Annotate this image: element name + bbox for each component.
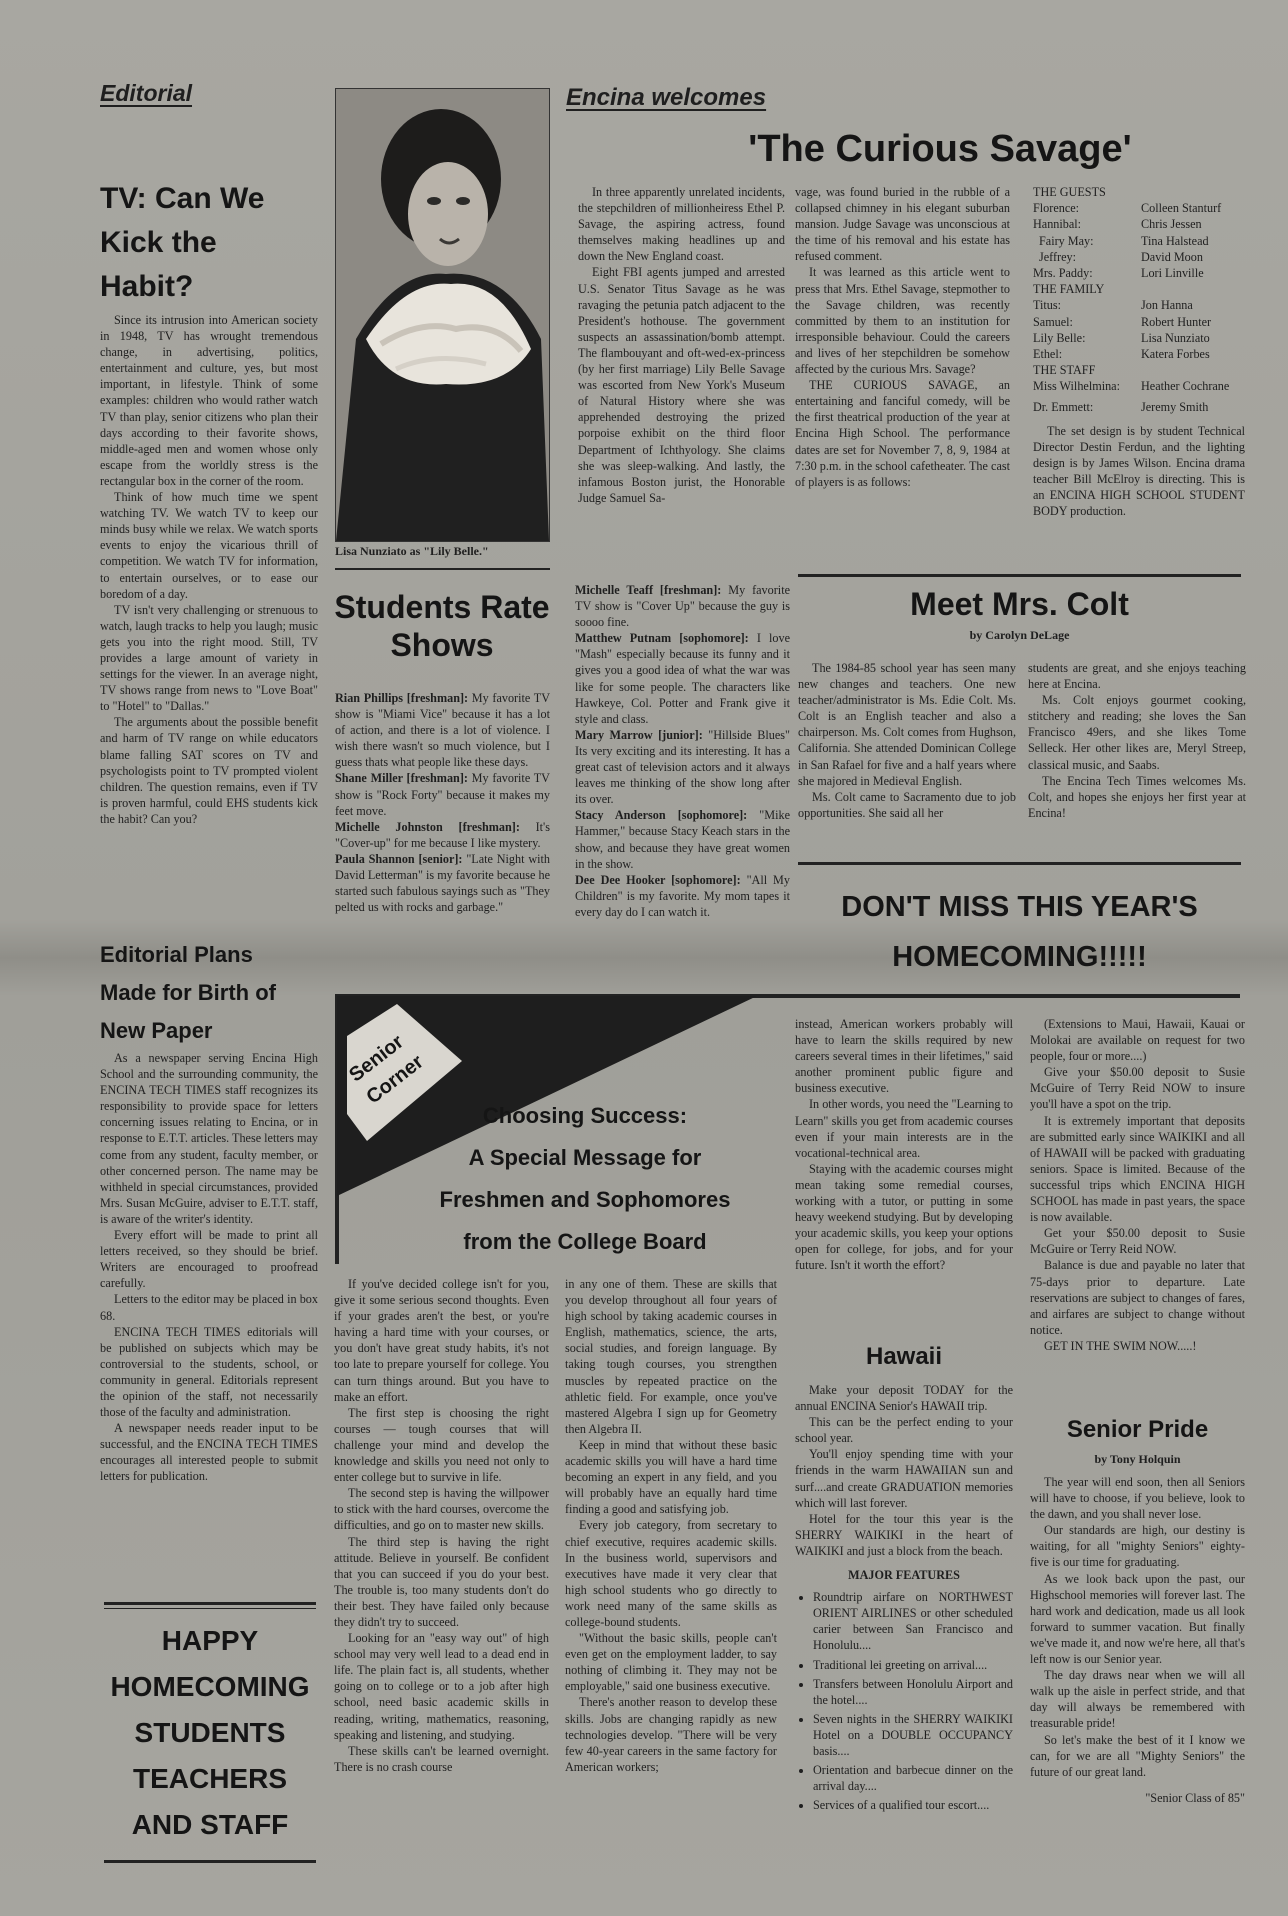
- homecoming-banner: [798, 882, 1241, 982]
- cast-heading-staff: THE STAFF: [1033, 363, 1096, 378]
- student-entry: Stacy Anderson [sophomore]: "Mike Hammer," because Stacy Keach stars in the show, and because they have great women in the show.: [575, 808, 790, 871]
- senior-paragraph: instead, American workers probably will have to learn the skills required by new careers several times in their lifetimes," said another prominent public figure and business executive.: [795, 1017, 1013, 1096]
- feature-item: • Orientation and barbecue dinner on the arrival day....: [813, 1762, 1013, 1794]
- editorial-paragraph: The arguments about the possible benefit and harm of TV range on while educators blame falling SAT scores on TV and psychologists point to TV prompted violent children. The question remains, even if TV is proven harmful, could EHS students kick the habit? Can you?: [100, 715, 318, 826]
- features-list: [795, 1589, 1013, 1813]
- savage-col1: [578, 184, 785, 506]
- banner-line: DON'T MISS THIS YEAR'S: [841, 891, 1198, 923]
- happy-top-rule: [104, 1602, 316, 1605]
- colt-paragraph: Ms. Colt came to Sacramento due to job opportunities. She said all her: [798, 789, 1016, 820]
- photo-caption: Lisa Nunziato as "Lily Belle.": [335, 544, 489, 558]
- hawaii-paragraph: (Extensions to Maui, Hawaii, Kauai or Molokai are available on request for two people, four or more....): [1030, 1017, 1245, 1064]
- cast-row: Fairy May: Tina Halstead: [1039, 233, 1209, 248]
- senior-headline-line: Freshmen and Sophomores: [439, 1187, 731, 1212]
- savage-bottom-rule: [798, 574, 1241, 577]
- feature-item: • Roundtrip airfare on NORTHWEST ORIENT AIRLINES or other scheduled carier between San Francisco and Honolulu....: [813, 1589, 1013, 1653]
- senior-paragraph: If you've decided college isn't for you, give it some serious second thoughts. Even if your grades aren't the best, or you're having a hard time with your courses, or you don't have great study habits, it's not too late to prepare yourself for college. You can turn things around. But you have to make an effort.: [334, 1277, 549, 1404]
- cast-heading-family: THE FAMILY: [1033, 282, 1105, 297]
- students-rate-col2: [575, 582, 790, 920]
- student-entry: Shane Miller [freshman]: My favorite TV show is "Rock Forty" because it makes my feet move.: [335, 771, 550, 818]
- cast-row: Titus: Jon Hanna: [1033, 298, 1193, 313]
- senior-paragraph: The first step is choosing the right courses — tough courses that will challenge your mind and develop the knowledge and skills you need not only to enter college but to survive in life.: [334, 1405, 549, 1485]
- cast-row: Hannibal: Chris Jessen: [1033, 217, 1202, 232]
- senior-paragraph: Keep in mind that without these basic academic skills you will have a hard time becoming an expert in any field, and you will probably have an equally hard time finding a good and satisfying job.: [565, 1437, 777, 1517]
- section-label-editorial: Editorial: [100, 80, 193, 106]
- feature-item: • Services of a qualified tour escort....: [813, 1797, 1013, 1813]
- student-entry: Dee Dee Hooker [sophomore]: "All My Children" is my favorite. My mom tapes it every day do I can watch it.: [575, 872, 790, 919]
- photo-frame: [335, 88, 550, 542]
- senior-paragraph: These skills can't be learned overnight. There is no crash course: [334, 1743, 549, 1774]
- pride-headline: Senior Pride: [1066, 1416, 1209, 1443]
- hawaii-paragraph: It is extremely important that deposits are submitted early since WAIKIKI and all of HAWAII will be packed with graduating seniors. Space is limited. Because of the successful trips which ENCINA HIGH SCHOOL has made in past years, the space is now available.: [1030, 1113, 1245, 1225]
- hawaii-paragraph: Hotel for the tour this year is the SHERRY WAIKIKI in the heart of WAIKIKI and just a block from the beach.: [795, 1511, 1013, 1558]
- plans-headline: Editorial Plans Made for Birth of New Paper: [100, 942, 276, 1043]
- savage-paragraph: vage, was found buried in the rubble of a collapsed chimney in his elegant suburban mansion. Judge Savage was unconscious at the time of his removal and his estate has refused comment.: [795, 185, 1010, 264]
- senior-corner-tag: Senior Corner: [345, 1030, 428, 1109]
- pride-paragraph: The year will end soon, then all Seniors will have to choose, if you believe, look to the dawn, and you shall never lose.: [1030, 1475, 1245, 1522]
- senior-paragraph: Staying with the academic courses might mean taking some remedial courses, working with a tutor, or putting in some heavy weekend studying. But by developing your academic skills, you keep your options open for college, for jobs, and for your future. Isn't it worth the effort?: [795, 1161, 1013, 1273]
- colt-paragraph: students are great, and she enjoys teaching here at Encina.: [1028, 661, 1246, 692]
- happy-bottom-rule: [104, 1860, 316, 1863]
- colt-headline: Meet Mrs. Colt: [910, 586, 1129, 622]
- senior-paragraph: In other words, you need the "Learning to Learn" skills you get from academic courses even if your main interests are in the vocational-technical area.: [795, 1097, 1013, 1160]
- senior-headline-line: from the College Board: [463, 1229, 707, 1254]
- plans-body: [100, 1050, 318, 1485]
- senior-headline: [420, 1095, 750, 1263]
- cast-list: [1033, 184, 1263, 519]
- senior-paragraph: in any one of them. These are skills that you develop throughout all four years of high school by taking academic courses in English, mathematics, science, the arts, social studies, and foreign language. By taking tough courses, you strengthen muscles by repeated practice on the athletic field. For example, once you've mastered Algebra I sign up for Geometry then Algebra II.: [565, 1277, 777, 1436]
- savage-paragraph: THE CURIOUS SAVAGE, an entertaining and fanciful comedy, will be the first theatrical production of the year at Encina High School. The performance dates are set for November 7, 8, 9, 1984 at 7:30 p.m. in the school cafetheater. The cast of players is as follows:: [795, 378, 1010, 489]
- feature-item: • Seven nights in the SHERRY WAIKIKI Hotel on a DOUBLE OCCUPANCY basis....: [813, 1711, 1013, 1759]
- senior-paragraph: The second step is having the willpower to stick with the hard courses, overcome the difficulties, and go on to master new skills.: [334, 1486, 549, 1533]
- happy-homecoming-box: [96, 1618, 324, 1848]
- cast-row: Mrs. Paddy: Lori Linville: [1033, 266, 1204, 281]
- colt-paragraph: The Encina Tech Times welcomes Ms. Colt, and hopes she enjoys her first year at Encina!: [1028, 773, 1246, 820]
- hawaii-headline: Hawaii: [865, 1343, 943, 1370]
- senior-col1: [334, 1276, 549, 1775]
- pride-paragraph: So let's make the best of it I know we can, for we are all "Mighty Seniors" the future of our great land.: [1030, 1732, 1245, 1779]
- student-entry: Paula Shannon [senior]: "Late Night with David Letterman" is my favorite because he started such fabulous sayings such as "They pelted us with rocks and garbage.": [335, 851, 550, 915]
- cast-row: Dr. Emmett: Jeremy Smith: [1033, 399, 1209, 414]
- editorial-headline: TV: Can We Kick the Habit?: [100, 182, 265, 303]
- colt-bottom-rule: [798, 862, 1241, 865]
- student-entry: Michelle Teaff [freshman]: My favorite TV show is "Cover Up" because the guy is soooo fine.: [575, 583, 790, 630]
- cast-row: Miss Wilhelmina: Heather Cochrane: [1033, 379, 1230, 394]
- pride-paragraph: Our standards are high, our destiny is waiting, for all "mighty Seniors" eighty-five is our time for graduating.: [1030, 1523, 1245, 1570]
- cast-row: Lily Belle: Lisa Nunziato: [1033, 330, 1210, 345]
- cast-row: Florence: Colleen Stanturf: [1033, 201, 1222, 216]
- plans-paragraph: A newspaper needs reader input to be successful, and the ENCINA TECH TIMES encourages all interested people to submit letters for publication.: [100, 1421, 318, 1484]
- colt-paragraph: The 1984-85 school year has seen many new changes and teachers. One new teacher/administrator is Ms. Edie Colt. Ms. Colt is an English teacher and also a chairperson. Ms. Colt comes from Hughson, California. She attended Dominican College in San Rafael for five and a half years where she majored in Medieval English.: [798, 661, 1016, 788]
- caption-rule: [335, 568, 550, 570]
- happy-line: STUDENTS: [134, 1717, 286, 1748]
- savage-paragraph: It was learned as this article went to press that Mrs. Ethel Savage, stepmother to the Savage children, was recently committed by them to an institution for irresponsible behaviour. Could the careers and lives of her stepchildren be somehow affected by the curious Mrs. Savage?: [795, 265, 1010, 377]
- happy-line: HOMECOMING: [110, 1671, 310, 1702]
- senior-paragraph: There's another reason to develop these skills. Jobs are changing rapidly as new technologies develop. "There will be very few 40-year careers in the same factory for American workers;: [565, 1695, 777, 1774]
- senior-paragraph: "Without the basic skills, people can't even get on the employment ladder, to say nothing of climbing it. They may not be employable," said one business executive.: [565, 1631, 777, 1694]
- savage-headline: 'The Curious Savage': [748, 128, 1132, 170]
- happy-line: TEACHERS: [132, 1763, 287, 1794]
- pride-body: [1030, 1474, 1245, 1806]
- editorial-body: [100, 312, 318, 827]
- senior-headline-line: Choosing Success:: [482, 1103, 688, 1128]
- banner-line: HOMECOMING!!!!!: [892, 941, 1147, 973]
- hawaii-paragraph: Make your deposit TODAY for the annual ENCINA Senior's HAWAII trip.: [795, 1383, 1013, 1414]
- actress-photo: [336, 89, 549, 541]
- feature-item: • Traditional lei greeting on arrival....: [813, 1657, 1013, 1673]
- happy-line: HAPPY: [161, 1625, 259, 1656]
- features-heading: MAJOR FEATURES: [848, 1568, 960, 1583]
- cast-row: Ethel: Katera Forbes: [1033, 347, 1210, 362]
- savage-closing: The set design is by student Technical Director Destin Ferdun, and the lighting design is by James Wilson. Encina drama teacher Bill McElroy is directing. This is an ENCINA HIGH SCHOOL STUDENT BODY production.: [1033, 423, 1245, 519]
- editorial-paragraph: Think of how much time we spent watching TV. We watch TV to keep our minds busy while we relax. We watch sports events to enjoy the vicarious thrill of competition. We watch TV for information, to entertain ourselves, or to ease our boredom of a day.: [100, 490, 318, 601]
- pride-paragraph: As we look back upon the past, our Highschool memories will forever last. The hard work and dedication, made us all look forward to summer vacation. But finally we've made it, and now we're here, all that's left now is our Senior year.: [1030, 1571, 1245, 1667]
- hawaii-paragraph: This can be the perfect ending to your school year.: [795, 1415, 1013, 1446]
- cast-heading-guests: THE GUESTS: [1033, 185, 1106, 199]
- pride-paragraph: The day draws near when we will all walk up the aisle in perfect stride, and that day will always be remembered with treasurable pride!: [1030, 1668, 1245, 1731]
- plans-paragraph: ENCINA TECH TIMES editorials will be published on subjects which may be controversial to the students, school, or community in general. Editorials represent the opinion of the staff, not necessarily those of the faculty and administration.: [100, 1324, 318, 1420]
- editorial-paragraph: Since its intrusion into American society in 1948, TV has wrought tremendous change, in advertising, politics, entertainment and culture, yes, but most important, in lifestyle. Think of some examples: children who would rather watch TV than play, senior citizens who plan their days according to their favorite shows, middle-aged men and women whose only escape from the worldly stress is the rectangular box in the corner of the room.: [100, 313, 318, 488]
- encina-welcomes-kicker: Encina welcomes: [566, 84, 767, 111]
- senior-col2: [565, 1276, 777, 1775]
- hawaii-paragraph: Get your $50.00 deposit to Susie McGuire or Terry Reid NOW.: [1030, 1226, 1245, 1257]
- plans-paragraph: As a newspaper serving Encina High School and the surrounding community, the ENCINA TECH TIMES staff recognizes its responsibility to provide space for letters concerning issues relating to Encina, or in response to E.T.T. articles. These letters may come from any student, faculty member, or other concerned person. The name may be withheld in special circumstances, provided Mrs. Susan McGuire, adviser to E.T.T. staff, is aware of the writer's identity.: [100, 1051, 318, 1226]
- senior-col3: [795, 1016, 1013, 1274]
- plans-paragraph: Letters to the editor may be placed in box 68.: [100, 1292, 318, 1323]
- senior-paragraph: The third step is having the right attitude. Believe in yourself. Be confident that you can succeed if you do your best. The trouble is, too many students don't do their best. They have failed only because they didn't try to succeed.: [334, 1534, 549, 1629]
- hawaii-col2: [1030, 1016, 1245, 1354]
- savage-paragraph: Eight FBI agents jumped and arrested U.S. Senator Titus Savage as he was ravaging the petunia patch adjacent to the President's hothouse. The government suspects an assassination/bomb attempt. The flambouyant and oft-wed-ex-princess (by her first marriage) Lily Belle Savage was escorted from New York's Museum of Natural History where she was apprehended destroying the prized porpoise exhibit on the third floor Department of Ichthyology. She claims she was sleep-walking. And lastly, the infamous Boston jurist, the Honorable Judge Samuel Sa-: [578, 265, 785, 505]
- hawaii-body: [795, 1382, 1013, 1816]
- savage-paragraph: In three apparently unrelated incidents, the stepchildren of millionheiress Ethel P. Savage, the aspiring actress, found themselves making headlines up and down the New England coast.: [578, 185, 785, 264]
- colt-col1: [798, 660, 1016, 821]
- happy-top-rule-thin: [104, 1608, 316, 1609]
- student-entry: Matthew Putnam [sophomore]: I love "Mash" especially because its funny and it gives you a good idea of what the war was like for some people. The characters like Hawkeye, Col. Potter and Frank give it style and class.: [575, 631, 790, 726]
- cast-row: Samuel: Robert Hunter: [1033, 314, 1212, 329]
- happy-line: AND STAFF: [131, 1809, 289, 1840]
- savage-col2: [795, 184, 1010, 490]
- student-entry: Mary Marrow [junior]: "Hillside Blues" Its very exciting and its interesting. It has a great cast of television actors and it always leaves me thinking of the show long after its over.: [575, 727, 790, 807]
- senior-headline-line: A Special Message for: [468, 1145, 702, 1170]
- editorial-section: [100, 80, 320, 309]
- colt-paragraph: Ms. Colt enjoys gourmet cooking, stitchery and reading; she loves the San Francisco 49ers, and she likes Tome Selleck. Her other likes are, Meryl Streep, classical music, and Saabs.: [1028, 693, 1246, 772]
- pride-byline: by Tony Holquin: [1094, 1452, 1181, 1466]
- cast-row: Jeffrey: David Moon: [1039, 249, 1203, 264]
- feature-item: • Transfers between Honolulu Airport and the hotel....: [813, 1676, 1013, 1708]
- colt-byline: by Carolyn DeLage: [969, 628, 1070, 642]
- hawaii-paragraph: Balance is due and payable no later that 75-days prior to departure. Late reservations are subject to changes of fares, and airfares are subject to change without notice.: [1030, 1258, 1245, 1337]
- pride-signoff: "Senior Class of 85": [1145, 1790, 1245, 1805]
- colt-col2: [1028, 660, 1246, 821]
- students-rate-col1: [335, 690, 550, 915]
- students-rate-headline: Students Rate Shows: [334, 589, 550, 663]
- senior-paragraph: Every job category, from secretary to chief executive, requires academic skills. In the business world, supervisors and executives have made it very clear that high school students who go directly to work need many of the same skills as college-bound students.: [565, 1518, 777, 1629]
- hawaii-paragraph: You'll enjoy spending time with your friends in the warm HAWAIIAN sun and surf....and create GRADUATION memories which will last forever.: [795, 1447, 1013, 1510]
- plans-paragraph: Every effort will be made to print all letters received, so they should be brief. Writers are encouraged to proofread carefully.: [100, 1228, 318, 1291]
- senior-paragraph: Looking for an "easy way out" of high school may very well lead to a dead end in life. The plain fact is, all students, whether going on to college or to a job after high school, need basic academic skills in reading, writing, mathematics, reasoning, speaking and listening, and studying.: [334, 1631, 549, 1742]
- student-entry: Rian Phillips [freshman]: My favorite TV show is "Miami Vice" because it has a lot of action, and there is a lot of violence. I wish there wasn't so much violence, but I guess thats what people like these days.: [335, 691, 550, 770]
- editorial-paragraph: TV isn't very challenging or strenuous to watch, laugh tracks to help you laugh; music gets you into the right mood. Still, TV provides a large amount of variety in settings for the viewer. In an average night, TV shows range from news to "Love Boat" to "Hotel" to "Dallas.": [100, 602, 318, 714]
- hawaii-paragraph: Give your $50.00 deposit to Susie McGuire of Terry Reid NOW to insure you'll have a spot on the trip.: [1030, 1065, 1245, 1112]
- student-entry: Michelle Johnston [freshman]: It's "Cover-up" for me because I like mystery.: [335, 819, 550, 850]
- hawaii-paragraph: GET IN THE SWIM NOW.....!: [1044, 1338, 1197, 1353]
